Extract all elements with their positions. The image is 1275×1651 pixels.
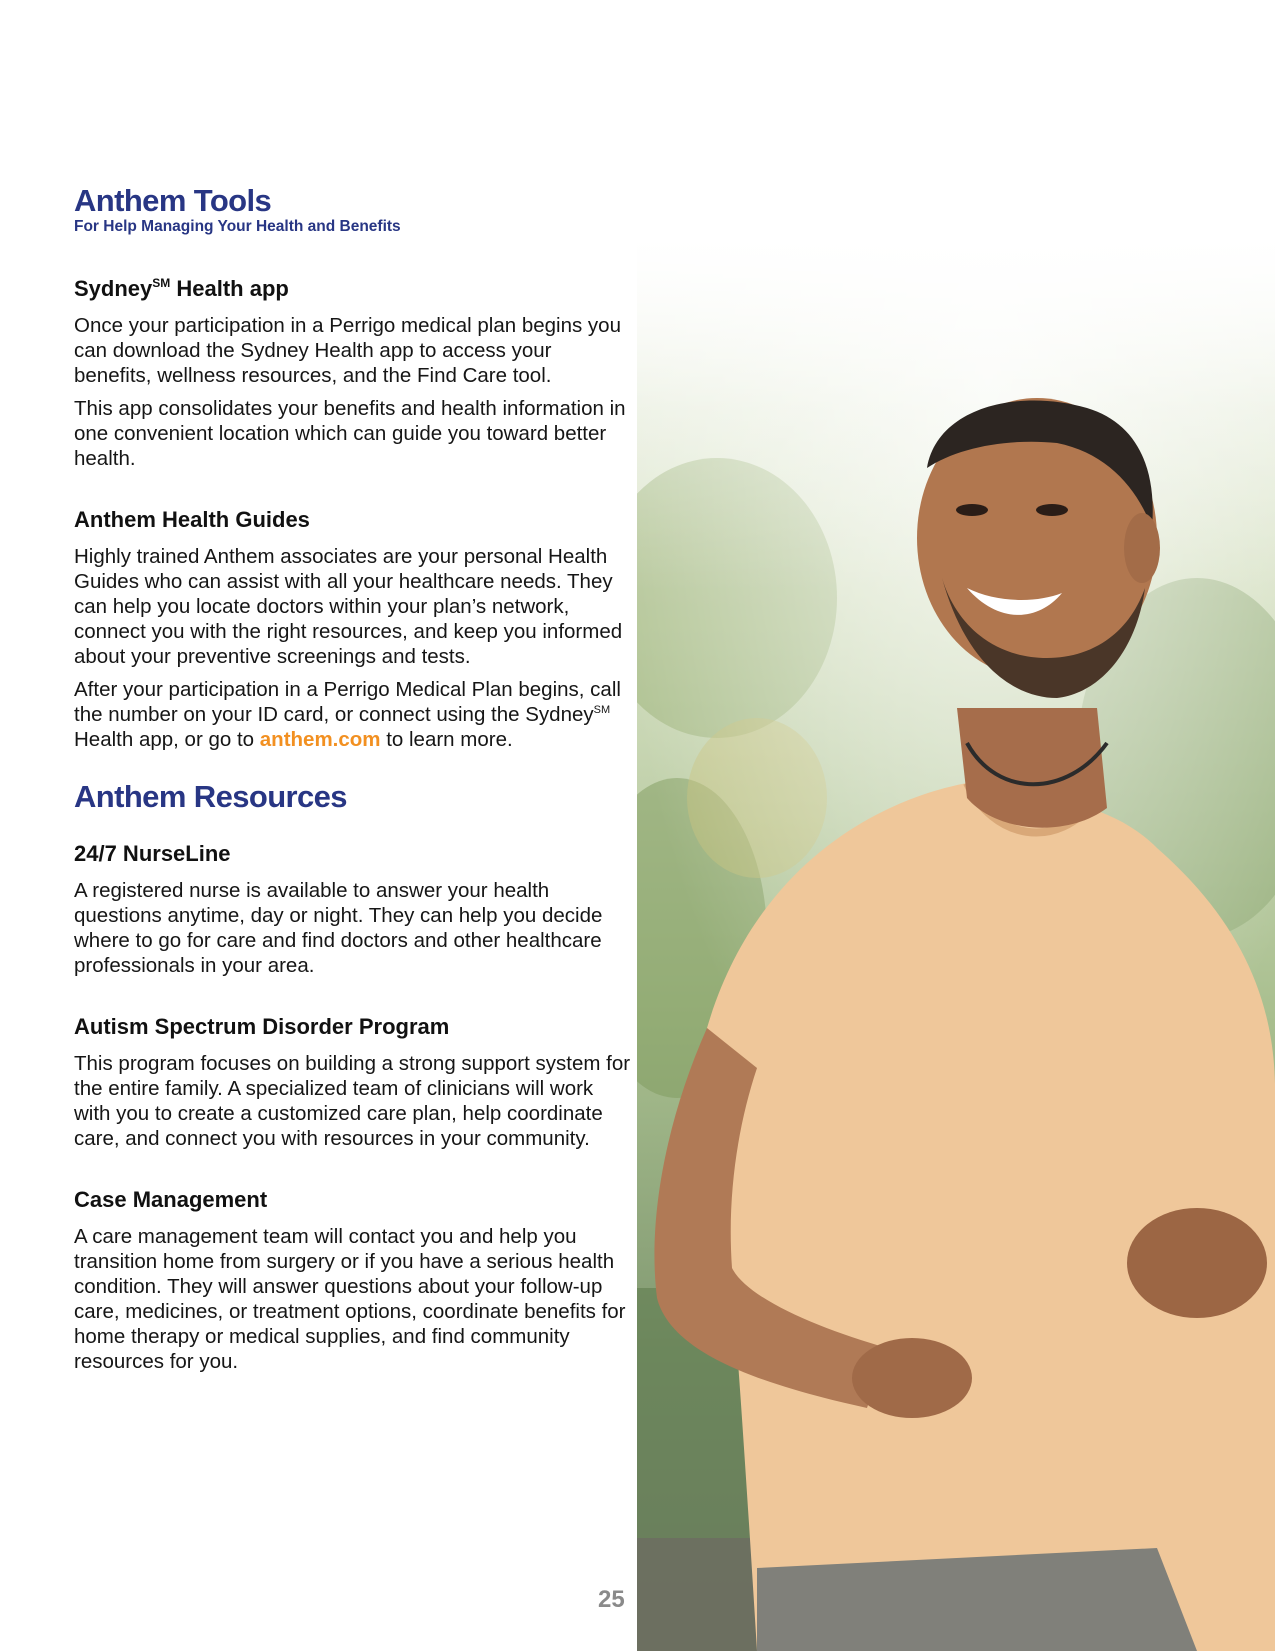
guides-paragraph-1: Highly trained Anthem associates are your personal Health Guides who can assist with all your healthcare needs. They can help you locate doctors within your plan’s network, connect you with the right resources, and keep you informed about your preventive screenings and tests. <box>74 545 623 668</box>
case-management-paragraph: A care management team will contact you and help you transition home from surgery or if you have a serious health condition. They will answer questions about your follow-up care, medicines, or treatment options, coordinate benefits for home therapy or medical supplies, and find community resources for you. <box>74 1225 626 1373</box>
guides-heading: Anthem Health Guides <box>74 507 310 532</box>
section-subtitle: For Help Managing Your Health and Benefits <box>74 218 401 235</box>
content-column <box>74 184 634 1374</box>
section-title-tools: Anthem Tools <box>74 183 272 218</box>
sydney-heading: Sydney℠ Health app <box>74 276 289 301</box>
nurseline-paragraph: A registered nurse is available to answer your health questions anytime, day or night. They can help you decide where to go for care and find doctors and other healthcare professionals in your area. <box>74 879 603 977</box>
anthem-link[interactable]: anthem.com <box>259 728 381 751</box>
case-management-heading: Case Management <box>74 1187 268 1212</box>
page-number: 25 <box>598 1586 625 1613</box>
smiling-man-photo <box>637 238 1275 1651</box>
service-mark: SM <box>152 276 171 290</box>
nurseline-heading: 24/7 NurseLine <box>74 841 231 866</box>
autism-paragraph: This program focuses on building a strong support system for the entire family. A specialized team of clinicians will work with you to create a customized care plan, help coordinate care, and connect you with resources in your community. <box>74 1052 631 1150</box>
section-title-resources: Anthem Resources <box>74 779 347 814</box>
guides-paragraph-2: After your participation in a Perrigo Medical Plan begins, call the number on your ID card, or connect using the Sydney℠ Health app, or go to anthem.com to learn more. <box>74 678 621 751</box>
autism-heading: Autism Spectrum Disorder Program <box>74 1014 450 1039</box>
sydney-paragraph-2: This app consolidates your benefits and health information in one convenient location which can guide you toward better health. <box>74 397 626 470</box>
sydney-paragraph-1: Once your participation in a Perrigo medical plan begins you can download the Sydney Health app to access your benefits, wellness resources, and the Find Care tool. <box>74 314 621 387</box>
